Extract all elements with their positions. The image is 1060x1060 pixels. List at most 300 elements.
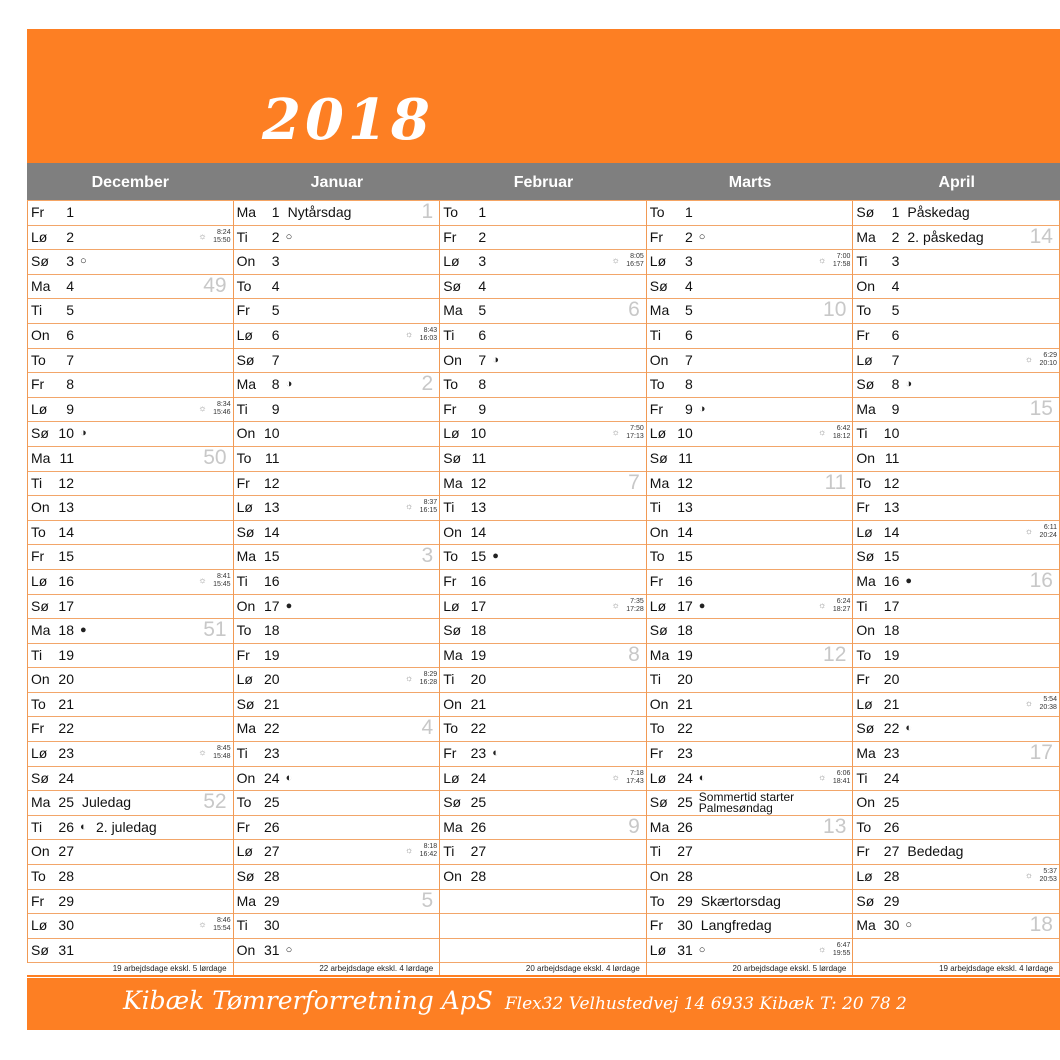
moon-phase-icon: ○	[905, 919, 913, 932]
weekday-label: Lø	[443, 253, 460, 270]
day-row	[440, 840, 646, 865]
day-number: 17	[883, 597, 900, 614]
day-number: 28	[470, 868, 487, 885]
weekday-label: On	[31, 326, 50, 343]
sun-icon: ☼	[198, 402, 207, 413]
day-number: 1	[66, 204, 74, 220]
sunrise-time: 8:29	[423, 671, 438, 679]
weekday-label: Fr	[856, 671, 870, 688]
day-row	[440, 349, 646, 374]
empty-row	[440, 914, 646, 939]
sunset-time: 20:38	[1039, 703, 1057, 711]
weekday-label: Sø	[31, 597, 49, 614]
day-row	[234, 398, 440, 423]
moon-phase-icon: ◑	[698, 402, 706, 415]
day-row	[853, 693, 1059, 718]
day-row	[28, 890, 233, 915]
sunrise-time: 8:41	[216, 572, 231, 580]
weekday-label: Ti	[236, 228, 248, 245]
day-number: 30	[58, 917, 74, 934]
day-number: 22	[470, 720, 487, 737]
sunrise-time: 7:00	[836, 253, 851, 261]
day-row	[853, 398, 1059, 423]
workday-summary: 19 arbejdsdage ekskl. 4 lørdage	[853, 963, 1060, 975]
weekday-label: Ma	[856, 228, 876, 245]
weekday-label: Ma	[443, 302, 463, 319]
day-row	[853, 349, 1059, 374]
day-number: 5	[66, 302, 74, 319]
day-row	[440, 398, 646, 423]
day-row	[28, 324, 233, 349]
month-column-februar	[440, 201, 647, 963]
day-row	[234, 422, 440, 447]
weekday-label: On	[31, 843, 50, 860]
weekday-label: To	[649, 204, 665, 220]
weekday-label: Ma	[649, 818, 670, 835]
day-row	[28, 398, 233, 423]
weekday-label: Lø	[856, 351, 873, 368]
weekday-label: Lø	[236, 843, 253, 860]
sun-icon: ☼	[198, 574, 207, 585]
day-number: 20	[58, 671, 74, 688]
month-name-december: December	[91, 174, 169, 191]
holiday-note: Bededag	[907, 843, 964, 860]
sunrise-time: 6:47	[836, 941, 851, 949]
day-row	[853, 644, 1059, 669]
day-row	[234, 840, 440, 865]
day-number: 21	[883, 695, 900, 712]
day-number: 25	[58, 794, 74, 811]
day-number: 13	[883, 499, 900, 516]
day-number: 18	[58, 622, 74, 639]
day-number: 31	[58, 941, 74, 958]
sun-icon: ☼	[818, 943, 827, 954]
day-row	[234, 324, 440, 349]
moon-phase-icon: ○	[698, 943, 706, 956]
day-row	[647, 644, 853, 669]
weekday-label: Ti	[856, 425, 868, 442]
week-number: 2	[421, 372, 434, 396]
sunrise-sunset	[198, 228, 231, 245]
weekday-label: Sø	[856, 548, 875, 565]
weekday-label: To	[856, 646, 872, 663]
sunset-time: 15:54	[213, 925, 231, 933]
sunrise-sunset	[611, 253, 644, 269]
day-number: 21	[264, 695, 280, 712]
day-number: 12	[677, 474, 693, 491]
day-number: 16	[677, 572, 693, 589]
day-number: 4	[684, 277, 693, 294]
week-number: 12	[823, 642, 847, 666]
day-row	[853, 250, 1059, 275]
weekday-label: Ma	[236, 548, 257, 565]
weekday-label: Sø	[31, 253, 49, 270]
week-number: 16	[1029, 568, 1053, 592]
sunrise-time: 5:54	[1043, 695, 1057, 703]
weekday-label: Lø	[31, 745, 48, 762]
day-row	[853, 717, 1059, 742]
day-row	[647, 742, 853, 767]
weekday-label: Sø	[649, 277, 668, 294]
sunset-time: 15:46	[213, 408, 231, 416]
day-row	[440, 570, 646, 595]
workday-summary: 22 arbejdsdage ekskl. 4 lørdage	[234, 963, 441, 975]
week-number: 11	[824, 470, 847, 494]
week-number: 18	[1029, 913, 1053, 937]
day-number: 16	[58, 572, 74, 589]
day-row	[440, 201, 646, 226]
day-number: 16	[264, 572, 280, 589]
day-number: 2	[271, 228, 280, 245]
day-number: 29	[264, 892, 280, 909]
day-number: 11	[884, 449, 900, 466]
weekday-label: Fr	[649, 917, 663, 934]
day-row	[440, 545, 646, 570]
day-number: 3	[684, 253, 693, 270]
day-number: 2	[478, 228, 487, 245]
sunrise-sunset	[404, 671, 438, 687]
month-header-row	[27, 163, 1060, 200]
sun-icon: ☼	[818, 427, 827, 438]
weekday-label: To	[649, 720, 665, 737]
weekday-label: Sø	[31, 941, 49, 958]
day-number: 10	[883, 425, 900, 442]
day-row	[647, 668, 853, 693]
sunrise-time: 6:06	[836, 769, 851, 777]
weekday-label: Ti	[856, 253, 868, 270]
day-number: 7	[66, 351, 74, 368]
weekday-label: To	[443, 204, 458, 220]
empty-row	[853, 939, 1059, 964]
moon-phase-icon: ●	[285, 599, 293, 612]
weekday-label: On	[236, 597, 256, 614]
weekday-label: To	[856, 474, 872, 491]
day-number: 24	[677, 769, 693, 786]
sunrise-time: 8:05	[630, 253, 644, 261]
weekday-label: Fr	[649, 228, 663, 245]
sun-icon: ☼	[818, 771, 827, 782]
month-name-februar: Februar	[513, 174, 574, 191]
sun-icon: ☼	[1024, 870, 1033, 881]
sunset-time: 18:12	[832, 433, 851, 441]
day-number: 16	[883, 572, 900, 589]
moon-phase-icon: ◑	[285, 378, 293, 391]
day-number: 15	[677, 548, 693, 565]
moon-phase-icon: ●	[905, 574, 913, 587]
sunrise-sunset	[404, 499, 438, 515]
week-number: 9	[628, 814, 640, 838]
day-number: 24	[883, 769, 900, 786]
weekday-label: Ti	[31, 818, 43, 835]
weekday-label: Sø	[31, 425, 49, 442]
month-column-december	[27, 201, 234, 963]
day-number: 28	[58, 868, 74, 885]
sunrise-time: 6:29	[1043, 351, 1057, 359]
day-row	[440, 299, 646, 324]
sun-icon: ☼	[1024, 525, 1033, 536]
holiday-note: Langfredag	[700, 917, 772, 934]
day-row	[440, 595, 646, 620]
weekday-label: Ma	[443, 818, 463, 835]
weekday-label: Ma	[236, 376, 257, 393]
day-number: 29	[58, 892, 74, 909]
day-number: 20	[883, 671, 900, 688]
day-number: 10	[677, 425, 693, 442]
sun-icon: ☼	[611, 255, 620, 266]
day-row	[28, 668, 233, 693]
weekday-label: Lø	[856, 868, 873, 885]
weekday-label: Ti	[31, 302, 43, 319]
weekday-label: To	[31, 695, 46, 712]
day-number: 23	[883, 745, 900, 762]
day-number: 5	[271, 302, 280, 319]
workday-summary: 20 arbejdsdage ekskl. 4 lørdage	[440, 963, 647, 975]
day-number: 18	[470, 622, 487, 639]
weekday-label: Lø	[649, 425, 667, 442]
weekday-label: Ti	[649, 843, 661, 860]
sunset-time: 19:55	[832, 949, 851, 957]
day-number: 22	[264, 720, 280, 737]
day-number: 23	[264, 745, 280, 762]
weekday-label: Lø	[31, 400, 48, 417]
day-number: 14	[677, 523, 693, 540]
month-name-januar: Januar	[310, 174, 364, 191]
day-number: 25	[677, 794, 693, 811]
day-number: 23	[677, 745, 693, 762]
day-row	[853, 373, 1059, 398]
day-number: 4	[66, 277, 74, 294]
day-row	[853, 595, 1059, 620]
day-number: 25	[883, 794, 900, 811]
moon-phase-icon: ○	[285, 230, 293, 243]
day-number: 3	[891, 253, 900, 270]
weekday-label: To	[649, 548, 665, 565]
weekday-label: Fr	[31, 204, 45, 220]
sunrise-sunset	[818, 769, 851, 786]
day-row	[440, 742, 646, 767]
day-number: 26	[677, 818, 693, 835]
day-number: 5	[478, 302, 487, 319]
sun-icon: ☼	[404, 501, 414, 512]
day-row	[647, 840, 853, 865]
sunset-time: 17:43	[626, 777, 644, 785]
week-number: 1	[421, 200, 434, 223]
day-row	[647, 324, 853, 349]
weekday-label: Fr	[649, 572, 663, 589]
sunrise-sunset	[611, 597, 644, 614]
weekday-label: Ti	[236, 917, 248, 934]
day-row	[853, 840, 1059, 865]
weekday-label: Ti	[443, 671, 455, 688]
day-row	[28, 840, 233, 865]
day-row	[28, 275, 233, 300]
day-row	[853, 299, 1059, 324]
day-number: 30	[264, 917, 280, 934]
day-row	[28, 250, 233, 275]
day-number: 3	[478, 253, 487, 270]
day-row	[28, 447, 233, 472]
day-row	[853, 422, 1059, 447]
sunrise-sunset	[818, 253, 851, 269]
moon-phase-icon: ●	[80, 624, 87, 637]
weekday-label: Ti	[856, 769, 868, 786]
weekday-label: Ti	[443, 843, 455, 860]
day-row	[647, 595, 853, 620]
sunrise-sunset	[611, 769, 644, 786]
sunset-time: 15:45	[213, 580, 231, 588]
day-row	[234, 521, 440, 546]
day-number: 23	[58, 745, 74, 762]
weekday-label: Sø	[649, 794, 668, 811]
day-number: 18	[883, 622, 900, 639]
day-row	[647, 275, 853, 300]
weekday-label: Lø	[236, 671, 253, 688]
weekday-label: To	[31, 868, 46, 885]
weekday-label: Sø	[443, 794, 462, 811]
weekday-label: On	[443, 523, 462, 540]
week-number: 5	[421, 888, 434, 912]
day-number: 20	[264, 671, 280, 688]
day-row	[28, 521, 233, 546]
day-number: 7	[478, 351, 487, 368]
day-row	[440, 644, 646, 669]
week-number: 3	[421, 544, 434, 568]
day-number: 22	[677, 720, 693, 737]
holiday-line-1: Sommertid starter	[698, 790, 795, 805]
sunrise-sunset	[1024, 351, 1057, 368]
sun-icon: ☼	[404, 845, 414, 856]
weekday-label: Ma	[236, 204, 257, 220]
day-number: 9	[66, 400, 74, 417]
day-row	[647, 496, 853, 521]
day-number: 6	[66, 326, 74, 343]
weekday-label: On	[236, 253, 256, 270]
day-row	[28, 299, 233, 324]
day-row	[647, 914, 853, 939]
weekday-label: Ma	[856, 917, 876, 934]
day-number: 1	[891, 204, 900, 220]
sunset-time: 20:24	[1039, 531, 1057, 539]
weekday-label: Sø	[649, 622, 668, 639]
day-row	[440, 496, 646, 521]
sunset-time: 20:53	[1039, 876, 1057, 884]
company-address: Flex32 Velhustedvej 14 6933 Kibæk T: 20 78 2	[504, 994, 907, 1014]
day-number: 24	[264, 769, 280, 786]
day-number: 12	[58, 474, 74, 491]
weekday-label: Sø	[649, 449, 668, 466]
day-row	[440, 422, 646, 447]
day-row	[853, 816, 1059, 841]
day-number: 19	[470, 646, 487, 663]
week-number: 15	[1029, 396, 1053, 420]
sunset-time: 15:48	[213, 753, 231, 761]
day-row	[440, 865, 646, 890]
moon-phase-icon: ◐	[905, 722, 913, 735]
weekday-label: Ma	[856, 572, 876, 589]
day-row	[234, 570, 440, 595]
sunrise-time: 8:46	[216, 917, 231, 925]
workday-summary-row	[27, 963, 1060, 977]
day-row	[647, 619, 853, 644]
weekday-label: Ma	[649, 646, 670, 663]
day-row	[234, 791, 440, 816]
weekday-label: On	[236, 769, 256, 786]
day-row	[234, 373, 440, 398]
week-number: 14	[1029, 224, 1053, 248]
sunrise-sunset	[198, 917, 231, 933]
weekday-label: Fr	[443, 400, 457, 417]
day-row	[853, 865, 1059, 890]
day-row	[853, 742, 1059, 767]
day-number: 30	[883, 917, 900, 934]
weekday-label: Sø	[443, 277, 462, 294]
weekday-label: Lø	[649, 941, 667, 958]
day-number: 19	[58, 646, 74, 663]
day-row	[647, 472, 853, 497]
sunset-time: 16:15	[419, 507, 438, 515]
weekday-label: On	[856, 622, 876, 639]
weekday-label: Lø	[649, 769, 667, 786]
day-row	[28, 545, 233, 570]
day-row	[28, 619, 233, 644]
day-row	[28, 226, 233, 251]
week-number: 13	[823, 814, 847, 838]
day-row	[28, 349, 233, 374]
day-row	[234, 447, 440, 472]
day-number: 14	[470, 523, 487, 540]
day-row	[234, 226, 440, 251]
day-number: 7	[891, 351, 900, 368]
day-row	[853, 767, 1059, 792]
weekday-label: To	[649, 376, 665, 393]
weekday-label: Ti	[236, 400, 248, 417]
day-row	[234, 890, 440, 915]
moon-phase-icon: ◐	[492, 747, 499, 760]
week-number: 52	[203, 790, 227, 814]
day-number: 27	[470, 843, 487, 860]
weekday-label: On	[31, 671, 50, 688]
company-info	[123, 986, 907, 1015]
weekday-label: On	[236, 425, 256, 442]
day-number: 9	[478, 400, 487, 417]
weekday-label: On	[856, 449, 876, 466]
day-number: 9	[891, 400, 900, 417]
day-number: 26	[264, 818, 280, 835]
weekday-label: Ti	[31, 646, 43, 663]
weekday-label: Ti	[443, 499, 455, 516]
day-number: 17	[677, 597, 693, 614]
day-row	[234, 865, 440, 890]
week-number: 50	[203, 445, 227, 469]
weekday-label: On	[649, 351, 669, 368]
weekday-label: On	[443, 868, 462, 885]
year-title: 2018	[262, 87, 434, 153]
sunset-time: 18:41	[832, 777, 851, 785]
sunrise-sunset	[1024, 523, 1057, 540]
day-row	[440, 447, 646, 472]
weekday-label: Sø	[443, 622, 462, 639]
month-column-april	[853, 201, 1060, 963]
sun-icon: ☼	[611, 599, 620, 610]
week-number: 7	[628, 470, 640, 494]
sun-icon: ☼	[611, 771, 620, 782]
day-row	[440, 791, 646, 816]
weekday-label: On	[236, 941, 256, 958]
weekday-label: Sø	[31, 769, 49, 786]
moon-phase-icon: ◐	[80, 820, 87, 833]
weekday-label: On	[649, 695, 669, 712]
day-row	[28, 767, 233, 792]
